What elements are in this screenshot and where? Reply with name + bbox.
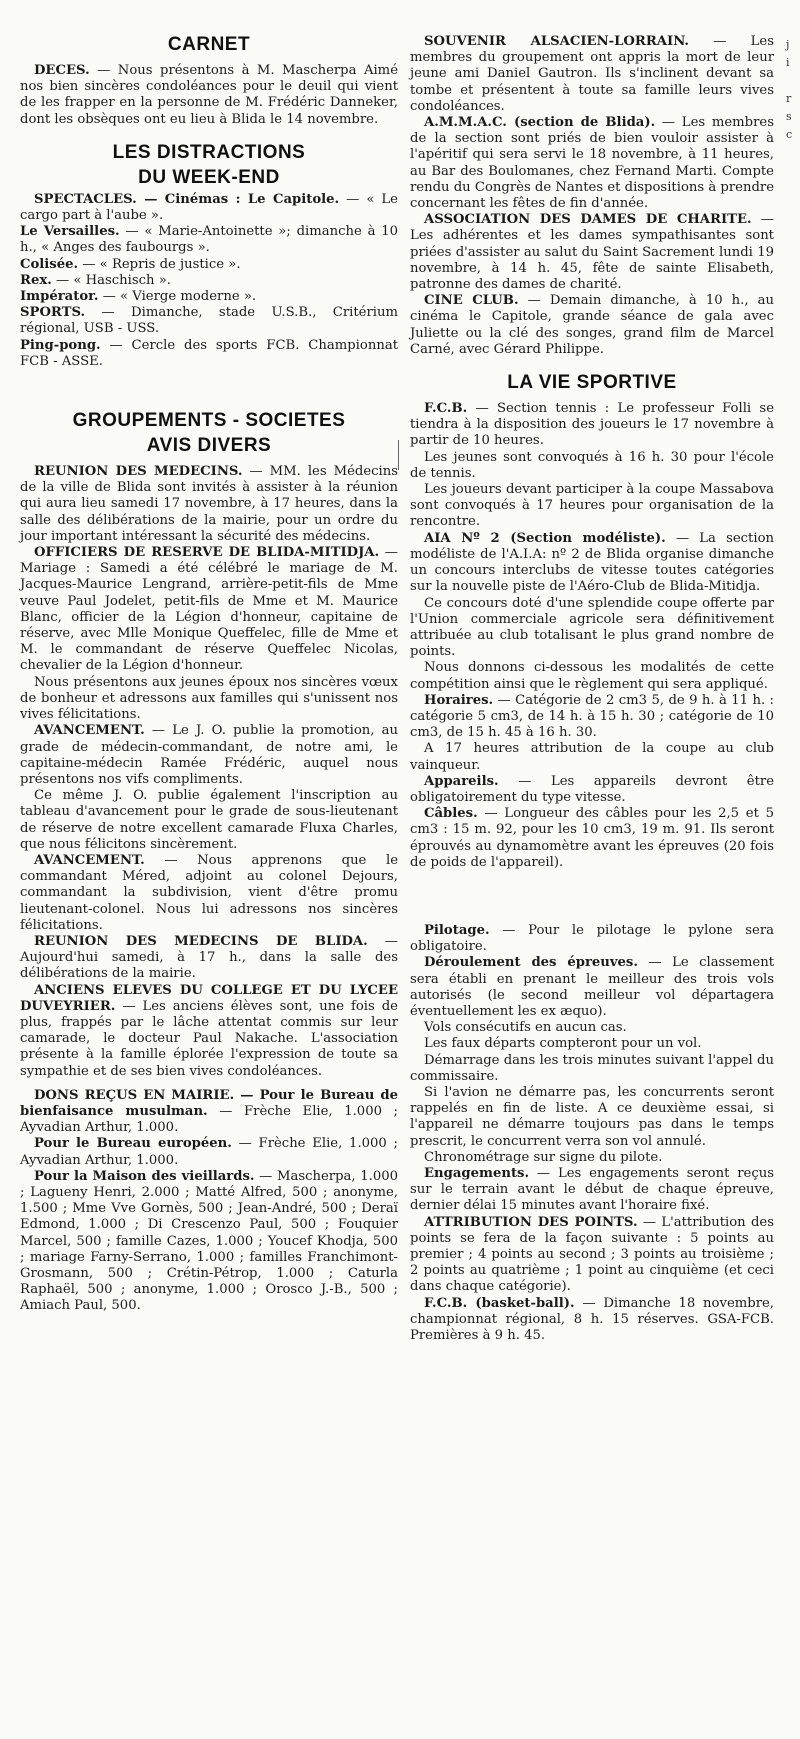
engagements-notice: Engagements. — Les engagements seront reçus sur le terrain avant le début de chaque épreuve, dernier délai 15 minutes avant l'horaire fixé. — [410, 1166, 774, 1214]
deroulement-notice: Déroulement des épreuves. — Le classement sera établi en prenant le meilleur des trois vols autorisés (le second meilleur vol départagera éventuellement les ex æquo). — [410, 955, 775, 1019]
colisee-notice: Colisée. — « Repris de justice ». — [20, 256, 241, 272]
aia-notice: AIA Nº 2 (Section modéliste). — La section modéliste de l'A.I.A: nº 2 de Blida organise dimanche un concours interclubs de vitesse toutes catégories sur la nouvelle piste de l'Aéro-Club de Blida-Mitidja. — [410, 530, 775, 595]
pilotage-notice: Pilotage. — Pour le pilotage le pylone sera obligatoire. — [410, 922, 774, 955]
fcb-basket-notice: F.C.B. (basket-ball). — Dimanche 18 novembre, championnat régional, 8 h. 15 réserves. GSA-FCB. Premières à 9 h. 45. — [410, 1295, 774, 1344]
left-column — [20, 28, 398, 1315]
cine-club-notice: CINE CLUB. — Demain dimanche, à 10 h., au cinéma le Capitole, grande séance de gala avec Juliette ou la clé des songes, grand film de Marcel Carné, avec Gérard Philippe. — [410, 293, 774, 357]
vols-text: Vols consécutifs en aucun cas. — [424, 1020, 627, 1036]
fcb-tennis-text: Les jeunes sont convoqués à 16 h. 30 pour l'école de tennis. — [410, 449, 774, 481]
avancement-notice-2: AVANCEMENT. — Nous apprenons que le commandant Méred, adjoint au colonel Dejours, commandant la subdivision, vient d'être promu lieutenant-colonel. Nous lui adressons nos sincères félicitations. — [20, 852, 398, 933]
fcb-tennis-notice: F.C.B. — Section tennis : Le professeur Folli se tiendra à la disposition des joueurs le 17 novembre à partir de 10 heures. — [410, 401, 774, 449]
deces-notice: DECES. — Nous présentons à M. Mascherpa Aimé nos bien sincères condoléances pour le deuil qui vient de les frapper en la personne de M. Frédéric Danneker, dont les obsèques ont eu lieu à Blida le 14 novembre. — [20, 63, 398, 127]
aia-text: Ce concours doté d'une splendide coupe offerte par l'Union commerciale agricole sera définitivement attribuée au club totalisant le plus grand nombre de points. — [410, 595, 774, 660]
fcb-tennis-text-2: Les joueurs devant participer à la coupe Massabova sont convoqués à 17 heures pour organisation de la rencontre. — [410, 482, 774, 530]
pingpong-notice: Ping-pong. — Cercle des sports FCB. Championnat FCB - ASSE. — [20, 337, 398, 369]
cropped-column-edge: j i r s c — [786, 38, 793, 141]
demarrage-text: Démarrage dans les trois minutes suivant l'appel du commissaire. — [410, 1052, 774, 1084]
versailles-notice: Le Versailles. — « Marie-Antoinette »; dimanche à 10 h., « Anges des faubourgs ». — [20, 224, 398, 256]
avion-text: Si l'avion ne démarre pas, les concurrents seront rappelés en fin de liste. A ce deuxième essai, si l'appareil ne démarre toujours pas dans le temps prescrit, le concurrent verra son vol annulé. — [410, 1084, 774, 1149]
officiers-reserve-notice: OFFICIERS DE RESERVE DE BLIDA-MITIDJA. — Mariage : Samedi a été célébré le mariage de M. Jacques-Maurice Lengrand, arrière-petit-fils de Mme veuve Paul Jodelet, petit-fils de Mme et M. Maurice Blanc, officier de la Légion d'honneur, capitaine de réserve, avec Mlle Monique Queffelec, fille de Mme et M. le commandant de réserve Queffelec Nicolas, chevalier de la Légion d'honneur. — [20, 545, 398, 674]
right-column — [410, 34, 774, 1344]
dames-charite-notice: ASSOCIATION DES DAMES DE CHARITE. — Les adhérentes et les dames sympathisantes sont priées d'assister au salut du Saint Sacrement lundi 19 novembre, à 14 h. 45, fête de sainte Elisabeth, patronne des dames de charité. — [410, 212, 774, 293]
spectacles-notice: SPECTACLES. — Cinémas : Le Capitole. — « Le cargo part à l'aube ». — [20, 191, 398, 224]
carnet-heading: CARNET — [167, 34, 251, 55]
reunion-medecins-notice: REUNION DES MEDECINS. — MM. les Médecins de la ville de Blida sont invités à assister à la réunion qui aura lieu samedi 17 novembre, à 17 heures, dans la salle des délibérations de la mairie, pour un ordre du jour important intéressant la sécurité des médecins. — [20, 464, 398, 544]
reunion-medecins-blida-notice: REUNION DES MEDECINS DE BLIDA. — Aujourd'hui samedi, à 17 h., dans la salle des délibérations de la mairie. — [20, 933, 398, 982]
faux-departs-text: Les faux départs compteront pour un vol. — [424, 1036, 702, 1052]
groupements-heading: GROUPEMENTS - SOCIETES AVIS DIVERS — [72, 410, 346, 457]
dons-europeen: Pour le Bureau européen. — Frèche Elie, 1.000 ; Ayvadian Arthur, 1.000. — [20, 1136, 398, 1168]
souvenir-notice: SOUVENIR ALSACIEN-LORRAIN. — Les membres du groupement ont appris la mort de leur jeune ami Daniel Gautron. Ils s'inclinent devant sa tombe et présentent à toute sa famille leurs vives condoléances. — [410, 34, 774, 114]
dons-vieillards: Pour la Maison des vieillards. — Mascherpa, 1.000 ; Lagueny Henri, 2.000 ; Matté Alfred, 500 ; anonyme, 1.500 ; Mme Vve Gornès, 500 ; Jean-André, 500 ; Deraï Edmond, 1.000 ; Di Crescenzo Paul, 500 ; Fouquier Marcel, 500 ; famille Cazes, 1.000 ; Youcef Khodja, 500 ; mariage Farny-Serrano, 1.000 ; familles Franchimont-Grosmann, 500 ; Crétin-Pétrop, 1.000 ; Caturla Raphaël, 500 ; anonyme, 1.000 ; Orosco J.-B., 500 ; Amiach Paul, 500. — [20, 1168, 398, 1314]
dons-notice: DONS REÇUS EN MAIRIE. — Pour le Bureau de bienfaisance musulman. — Frèche Elie, 1.000 ; Ayvadian Arthur, 1.000. — [20, 1087, 399, 1136]
anciens-eleves-notice: ANCIENS ELEVES DU COLLEGE ET DU LYCEE DUVEYRIER. — Les anciens élèves sont, une fois de plus, frappés par le lâche attentat commis sur leur camarade, le docteur Paul Nakache. L'association présente à la famille éplorée l'expression de toute sa sympathie et de ses bien vives condoléances. — [20, 982, 398, 1079]
cables-notice: Câbles. — Longueur des câbles pour les 2,5 et 5 cm3 : 15 m. 92, pour les 10 cm3, 19 m. 91. Ils seront éprouvés au dynamomètre avant les épreuves (20 fois de poids de l'appareil). — [410, 806, 774, 870]
horaires-text: A 17 heures attribution de la coupe au club vainqueur. — [410, 741, 774, 773]
vie-sportive-heading: LA VIE SPORTIVE — [507, 372, 677, 394]
chronometrage-text: Chronométrage sur signe du pilote. — [424, 1149, 663, 1165]
avancement-text: Ce même J. O. publie également l'inscription au tableau d'avancement pour le grade de sous-lieutenant de réserve de notre excellent camarade Fluxa Charles, que nous félicitons sincèrement. — [20, 788, 398, 852]
attribution-points-notice: ATTRIBUTION DES POINTS. — L'attribution des points se fera de la façon suivante : 5 points au premier ; 4 points au second ; 3 points au troisième ; 2 points au quatrième ; 1 point au cinquième (et ceci dans chaque catégorie). — [410, 1214, 774, 1295]
aia-text-2: Nous donnons ci-dessous les modalités de cette compétition ainsi que le règlement qui sera appliqué. — [410, 660, 774, 692]
officiers-reserve-text: Nous présentons aux jeunes époux nos sincères vœux de bonheur et adressons aux familles qui s'unissent nos vives félicitations. — [20, 674, 398, 723]
avancement-notice: AVANCEMENT. — Le J. O. publie la promotion, au grade de médecin-commandant, de notre ami, le capitaine-médecin Ramée Frédéric, auquel nous présentons nos vifs compliments. — [20, 723, 398, 787]
imperator-notice: Impérator. — « Vierge moderne ». — [20, 289, 257, 305]
sports-notice: SPORTS. — Dimanche, stade U.S.B., Critérium régional, USB - USS. — [20, 305, 398, 337]
distractions-heading: LES DISTRACTIONS DU WEEK-END — [112, 141, 306, 188]
ammac-notice: A.M.M.A.C. (section de Blida). — Les membres de la section sont priés de bien vouloir assister à l'apéritif qui sera servi le 18 novembre, à 11 heures, au Bar des Boulomanes, chez Fernand Marti. Compte rendu du Congrès de Nantes et dispositions à prendre concernant les fêtes de fin d'année. — [410, 115, 774, 212]
appareils-notice: Appareils. — Les appareils devront être obligatoirement du type vitesse. — [410, 773, 774, 805]
column-rule — [398, 440, 399, 470]
rex-notice: Rex. — « Haschisch ». — [20, 272, 171, 288]
horaires-notice: Horaires. — Catégorie de 2 cm3 5, de 9 h. à 11 h. : catégorie 5 cm3, de 14 h. à 15 h. 30 ; catégorie de 10 cm3, de 15 h. 45 à 16 h. 30. — [410, 692, 774, 741]
